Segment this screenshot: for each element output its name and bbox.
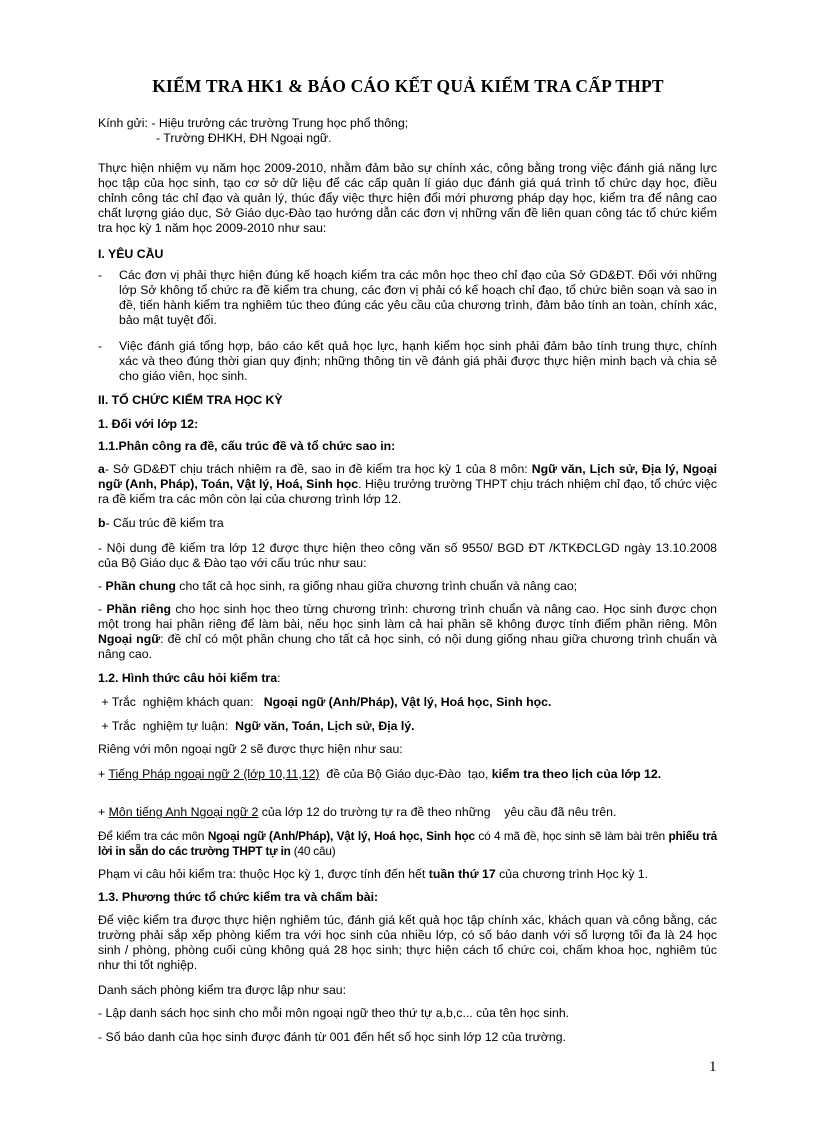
label-b: b — [98, 516, 106, 530]
room-list-rule-2: - Số báo danh của học sinh được đánh từ 001 đến hết số học sinh lớp 12 của trường. — [98, 1030, 566, 1044]
content-note: - Nội dung đề kiểm tra lớp 12 được thực hiện theo công văn số 9550/ BGD ĐT /KTKĐCLGD ngày 13.10.2008 của Bộ Giáo dục & Đào tạo với cấu trúc như sau: — [98, 541, 717, 570]
room-list-rule-1: - Lập danh sách học sinh cho mỗi môn ngoại ngữ theo thứ tự a,b,c... của tên học sinh. — [98, 1006, 570, 1020]
page-number: 1 — [709, 1059, 717, 1075]
dash-marker: - — [98, 268, 103, 282]
label-a: a — [98, 462, 105, 476]
method-paragraph: Để việc kiểm tra được thực hiện nghiêm túc, đánh giá kết quả học tập chính xác, khách quan và công bằng, các trường phải sắp xếp phòng kiểm tra với học sinh của nhiều lớp, có số báo danh với số lượng tối đa là 24 học sinh / phòng, phòng cuối cùng không quá 28 học sinh; thực hiện cách tổ chức coi, chấm khoa học, nghiêm túc như thi tốt nghiệp. — [98, 913, 717, 972]
document-title: KIỂM TRA HK1 & BÁO CÁO KẾT QUẢ KIỂM TRA CẤP THPT — [152, 76, 664, 96]
dash-marker: - — [98, 339, 103, 353]
requirement-item-2 — [98, 339, 717, 384]
essay-line: + Trắc nghiệm tự luận: Ngữ văn, Toán, Lịch sử, Địa lý. — [98, 719, 415, 733]
requirement-text-1: Các đơn vị phải thực hiện đúng kế hoạch kiểm tra các môn học theo chỉ đạo của Sở GD&ĐT. Đối với những lớp Sở không tổ chức ra đề kiểm tra chung, các đơn vị phải có kế hoạch chỉ đạo, tổ chức biên soạn và sao in đề, tiến hành kiểm tra nghiêm túc theo đúng các yêu cầu của chương trình, đảm bảo tính an toàn, chính xác, bảo mật tuyệt đối. — [119, 268, 717, 327]
common-part-paragraph: - Phần chung cho tất cả học sinh, ra giống nhau giữa chương trình chuẩn và nâng cao; — [98, 579, 578, 593]
intro-paragraph: Thực hiện nhiệm vụ năm học 2009-2010, nhằm đảm bảo sự chính xác, công bằng trong việc đánh giá năng lực học tập của học sinh, tạo cơ sở dữ liệu để các cấp quản lí giáo dục đánh giá quá trình tổ chức dạy học, điều chỉnh công tác chỉ đạo và quản lý, thúc đẩy việc thực hiện đổi mới phương pháp dạy học, kiểm tra để nâng cao chất lượng giáo dục, Sở Giáo dục-Đào tạo hướng dẫn các đơn vị những vấn đề liên quan công tác tổ chức kiểm tra học kỳ 1 năm học 2009-2010 như sau: — [98, 161, 717, 235]
foreign-language-2-intro: Riêng với môn ngoại ngữ 2 sẽ được thực hiện như sau: — [98, 742, 403, 756]
english-line: + Môn tiếng Anh Ngoại ngữ 2 của lớp 12 do trường tự ra đề theo những yêu cầu đã nêu trên. — [98, 805, 617, 819]
section-2-heading: II. TỔ CHỨC KIỂM TRA HỌC KỲ — [98, 393, 283, 407]
paragraph-a: a- Sở GD&ĐT chịu trách nhiệm ra đề, sao in đề kiểm tra học kỳ 1 của 8 môn: Ngữ văn, Lịch sử, Địa lý, Ngoại ngữ (Anh, Pháp), Toán, Vật lý, Hoá, Sinh học. Hiệu trưởng trường THPT chịu trách nhiệm chỉ đạo, tổ chức việc ra đề kiểm tra các môn còn lại của chương trình lớp 12. — [98, 462, 717, 506]
requirement-item-1 — [98, 268, 717, 328]
french-line: + Tiếng Pháp ngoại ngữ 2 (lớp 10,11,12) đề của Bộ Giáo dục-Đào tạo, kiểm tra theo lịch của lớp 12. — [98, 767, 662, 781]
paragraph-b: b- Cấu trúc đề kiểm tra — [98, 516, 224, 530]
recipient-line-2: - Trường ĐHKH, ĐH Ngoại ngữ. — [156, 131, 332, 145]
requirement-text-2: Việc đánh giá tổng hợp, báo cáo kết quả học lực, hạnh kiểm học sinh phải đảm bảo tính trung thực, chính xác và theo đúng thời gian quy định; những thông tin về đánh giá phải được thực hiện minh bạch và chia sẻ cho giáo viên, học sinh. — [119, 339, 717, 383]
subsection-1-1: 1.1.Phân công ra đề, cấu trúc đề và tổ chức sao in: — [98, 439, 396, 453]
private-part-paragraph: - Phần riêng cho học sinh học theo từng chương trình: chương trình chuẩn và nâng cao. Học sinh được chọn một trong hai phần riêng để làm bài, nếu học sinh làm cả hai phần sẽ không được tính điểm phần riêng. Môn Ngoại ngữ: đề chỉ có một phần chung cho tất cả học sinh, có nội dung giống nhau giữa chương trình chuẩn và nâng cao. — [98, 602, 718, 661]
recipient-line-1: Kính gửi: - Hiệu trưởng các trường Trung học phổ thông; — [98, 116, 409, 130]
room-list-intro: Danh sách phòng kiểm tra được lập như sau: — [98, 983, 347, 997]
multiple-choice-line: + Trắc nghiệm khách quan: Ngoại ngữ (Anh/Pháp), Vật lý, Hoá học, Sinh học. — [98, 695, 552, 709]
exam-form-paragraph: Để kiểm tra các môn Ngoại ngữ (Anh/Pháp), Vật lý, Hoá học, Sinh học có 4 mã đề, học sinh sẽ làm bài trên phiếu trả lời in sẵn do các trường THPT tự in (40 câu) — [98, 829, 718, 858]
scope-line: Phạm vi câu hỏi kiểm tra: thuộc Học kỳ 1, được tính đến hết tuần thứ 17 của chương trình Học kỳ 1. — [98, 867, 649, 881]
section-1-heading: I. YÊU CẦU — [98, 247, 164, 261]
subsection-1-2: 1.2. Hình thức câu hỏi kiểm tra: — [98, 671, 281, 685]
subsection-grade-12: 1. Đối với lớp 12: — [98, 417, 199, 431]
subsection-1-3: 1.3. Phương thức tổ chức kiểm tra và chấm bài: — [98, 890, 379, 904]
